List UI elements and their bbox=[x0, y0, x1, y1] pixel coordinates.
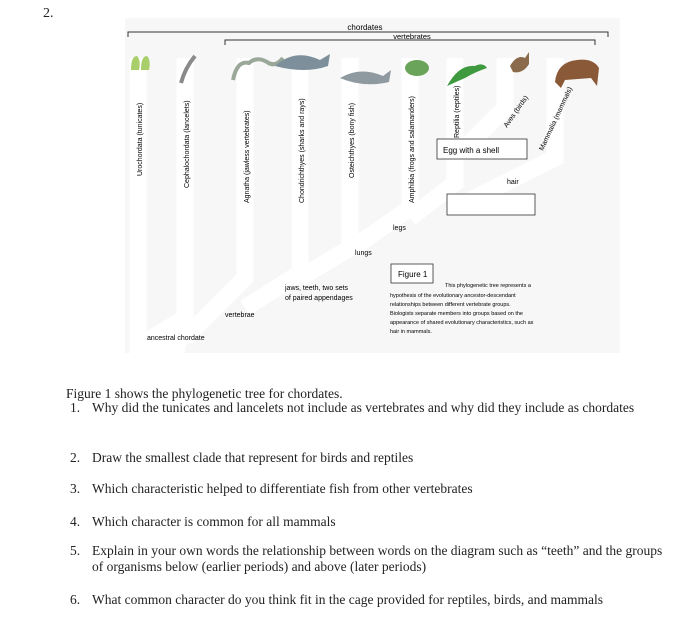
organism-pictures bbox=[131, 52, 599, 88]
question-text: Draw the smallest clade that represent for birds and reptiles bbox=[92, 450, 414, 465]
question-item bbox=[70, 450, 413, 466]
chordates-label: chordates bbox=[347, 23, 383, 32]
question-number: 2. bbox=[43, 6, 54, 21]
group-label-mammalia: Mammalia (mammals) bbox=[538, 86, 575, 152]
shark-picture bbox=[275, 54, 330, 70]
question-item bbox=[70, 543, 670, 575]
question-number: 2. bbox=[70, 450, 81, 465]
legs-label: legs bbox=[393, 225, 406, 232]
question-text: Why did the tunicates and lancelets not include as vertebrates and why did they include as chordates bbox=[92, 400, 635, 415]
question-text: Explain in your own words the relationship between words on the diagram such as “teeth” and the groups of organisms below (earlier periods) and above (later periods) bbox=[92, 543, 663, 574]
branch-agnatha bbox=[185, 58, 245, 338]
question-number: 6. bbox=[70, 592, 81, 607]
jaws-label-line1: jaws, teeth, two sets bbox=[285, 285, 349, 292]
question-item bbox=[70, 592, 603, 608]
group-label-cephalochordata: Cephalochordata (lancelets) bbox=[184, 100, 191, 188]
figure-description-line: This phylogenetic tree represents a bbox=[445, 283, 531, 289]
question-item bbox=[70, 400, 634, 416]
figure-description-line: hypothesis of the evolutionary ancestor-descendant bbox=[390, 293, 516, 299]
lungs-label: lungs bbox=[355, 250, 372, 257]
hair-label: hair bbox=[507, 179, 519, 186]
jaws-label-line2: of paired appendages bbox=[285, 295, 353, 302]
figure-description-line: appearance of shared evolutionary characteristics, such as bbox=[390, 320, 534, 326]
figure-caption: Figure 1 shows the phylogenetic tree for chordates. bbox=[66, 386, 343, 401]
question-text: Which characteristic helped to differentiate fish from other vertebrates bbox=[92, 481, 473, 496]
phylogenetic-tree-figure bbox=[125, 18, 620, 353]
question-item bbox=[70, 514, 336, 530]
question-number: 1. bbox=[70, 400, 81, 415]
question-number: 3. bbox=[70, 481, 81, 496]
figure-description-line: relationships between different vertebrate groups. bbox=[390, 302, 511, 308]
frog-picture bbox=[405, 60, 429, 76]
group-label-aves: Aves (birds) bbox=[502, 94, 530, 130]
branch-amphibia bbox=[350, 58, 410, 250]
group-label-osteichthyes: Osteichthyes (bony fish) bbox=[349, 102, 356, 178]
question-text: Which character is common for all mammals bbox=[92, 514, 336, 529]
figure-description-line: hair in mammals. bbox=[390, 329, 432, 335]
group-label-agnatha: Agnatha (jawless vertebrates) bbox=[244, 110, 251, 203]
bird-picture bbox=[510, 52, 529, 72]
empty-character-cage bbox=[447, 194, 535, 215]
question-number: 5. bbox=[70, 543, 81, 558]
group-label-reptilia: Reptilia (reptiles) bbox=[454, 85, 461, 138]
ancestral-chordate-label: ancestral chordate bbox=[147, 335, 205, 342]
vertebrae-label: vertebrae bbox=[225, 312, 255, 319]
question-number: 4. bbox=[70, 514, 81, 529]
question-text: What common character do you think fit in the cage provided for reptiles, birds, and mammals bbox=[92, 592, 603, 607]
vertebrates-label: vertebrates bbox=[393, 32, 431, 41]
tree-diagram bbox=[125, 18, 620, 353]
question-item bbox=[70, 481, 473, 497]
group-label-chondrichthyes: Chondrichthyes (sharks and rays) bbox=[299, 98, 306, 203]
group-label-urochordata: Urochordata (tunicates) bbox=[137, 102, 144, 176]
figure-label: Figure 1 bbox=[398, 270, 428, 279]
group-label-amphibia: Amphibia (frogs and salamanders) bbox=[409, 96, 416, 203]
chordates-bracket bbox=[128, 32, 608, 37]
egg-label: Egg with a shell bbox=[443, 146, 500, 155]
figure-description-line: Biologists separate members into groups based on the bbox=[390, 311, 523, 317]
branch-lancelets bbox=[160, 58, 185, 348]
